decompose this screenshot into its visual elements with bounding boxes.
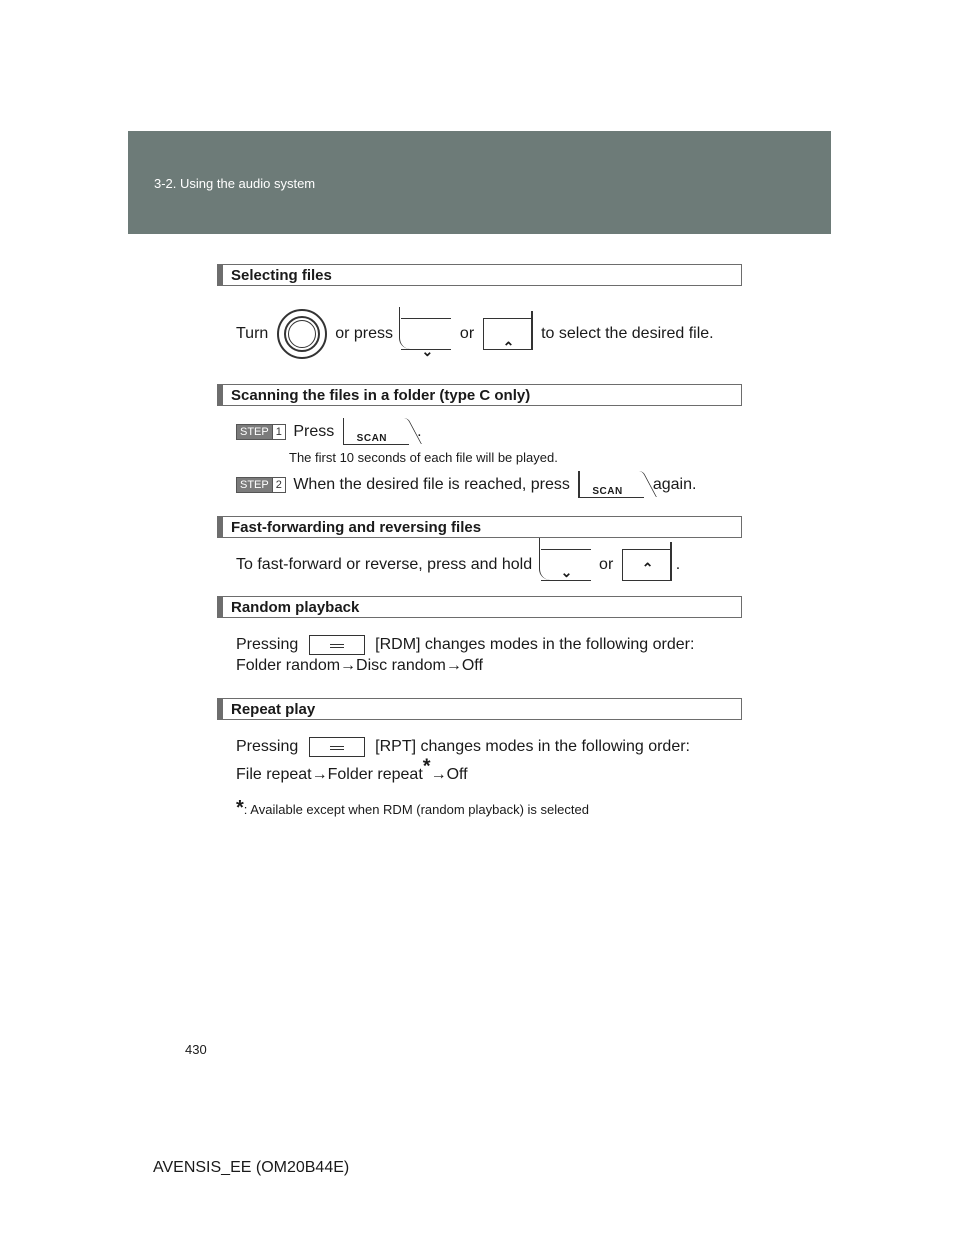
section-title: Fast-forwarding and reversing files — [231, 519, 482, 536]
seek-down-icon: ⌄ — [541, 549, 591, 581]
seek-up-icon: ⌃ — [483, 318, 533, 350]
step-badge: STEP — [236, 424, 273, 440]
section-title: Random playback — [231, 599, 360, 616]
random-instruction: Pressing [RDM] changes modes in the following order: — [236, 636, 695, 653]
section-title: Repeat play — [231, 701, 316, 718]
fast-forward-instruction: To fast-forward or reverse, press and hold ⌄ or ⌃ . — [236, 549, 680, 581]
scan-button-icon: SCAN — [343, 418, 409, 445]
document-footer: AVENSIS_EE (OM20B44E) — [153, 1159, 350, 1176]
seek-up-icon: ⌃ — [622, 549, 672, 581]
selecting-files-instruction: Turn or press ⌄ or ⌃ to select the desired file. — [236, 308, 714, 360]
scan-step-2: STEP 2 When the desired file is reached, press SCAN again. — [236, 471, 696, 499]
section-heading-scanning — [217, 384, 742, 406]
repeat-instruction: Pressing [RPT] changes modes in the following order: — [236, 738, 690, 755]
repeat-order: File repeat→Folder repeat*→Off — [236, 755, 468, 783]
step-badge: STEP — [236, 477, 273, 493]
header-band — [128, 131, 831, 234]
section-heading-repeat-play — [217, 698, 742, 720]
section-title: Scanning the files in a folder (type C only) — [231, 387, 531, 404]
scan-note: The first 10 seconds of each file will be played. — [289, 450, 558, 465]
seek-down-icon: ⌄ — [401, 318, 451, 350]
section-heading-selecting-files — [217, 264, 742, 286]
tune-knob-icon — [277, 309, 327, 359]
random-order: Folder random→Disc random→Off — [236, 657, 483, 674]
scan-button-icon: SCAN — [578, 471, 644, 498]
preset-button-icon — [309, 635, 365, 655]
repeat-footnote: *: Available except when RDM (random playback) is selected — [236, 797, 589, 819]
section-heading-fast-forward — [217, 516, 742, 538]
scan-step-1: STEP 1 Press SCAN . — [236, 418, 422, 446]
section-breadcrumb: 3-2. Using the audio system — [154, 176, 316, 191]
page-number: 430 — [185, 1042, 207, 1057]
preset-button-icon — [309, 737, 365, 757]
section-heading-random-playback — [217, 596, 742, 618]
section-title: Selecting files — [231, 267, 332, 284]
